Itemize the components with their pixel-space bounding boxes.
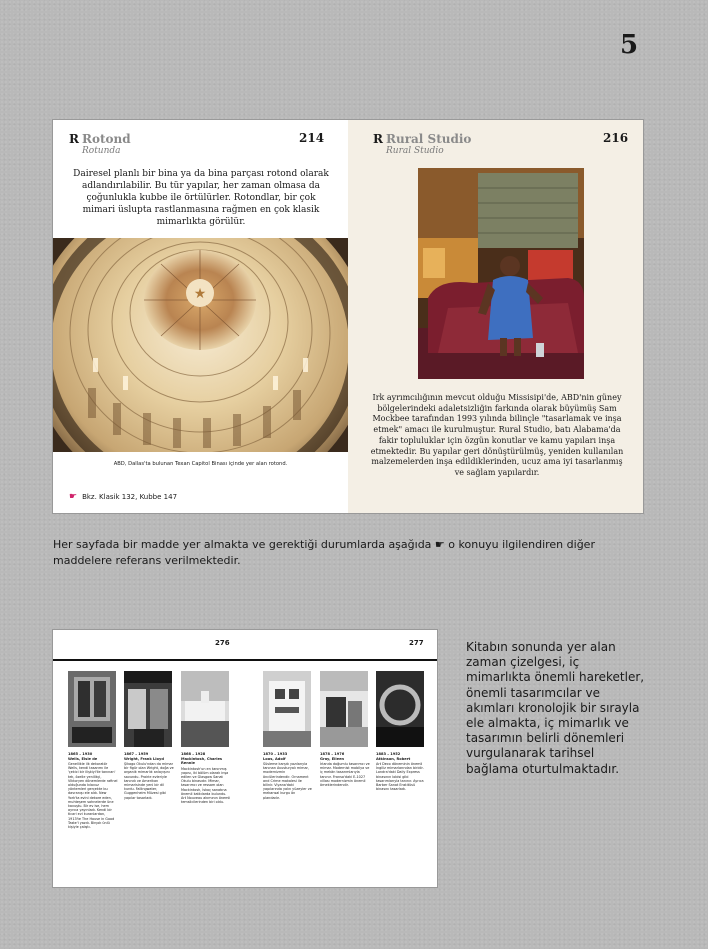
timeline-spread (53, 630, 437, 887)
timeline-body: Art Deco döneminin önemli İngiliz mimarlarından biridir. Londra'daki Daily Express binasının lobisi gibi tasarımlarıyla tanınır. Ayrıca Barber Sanat Enstitüsü binasını tasarladı. (376, 762, 424, 792)
timeline-years: 1865 – 1930 (68, 752, 93, 756)
entry-title: Rotond (82, 132, 131, 146)
cross-reference (69, 492, 177, 502)
timeline-rule (53, 659, 437, 661)
timeline-photo (124, 671, 172, 747)
entry-title: Rural Studio (386, 132, 472, 146)
timeline-right-page-number: 277 (409, 639, 424, 647)
right-page (348, 120, 643, 513)
timeline-body: Süsleme karşıtı yazılarıyla tanınan Avusturyalı mimar, modernizmin öncülerindendir. Ornament and Crime makalesi ile bilinir. Viyana'daki yapılarında yalın yüzeyler ve mekansal kurgu ön plandadır. (263, 762, 312, 800)
explanation-text-part2: o konuyu ilgilendiren diğer maddelere referans verilmektedir. (53, 538, 595, 567)
timeline-item (320, 671, 370, 787)
left-page (53, 120, 348, 513)
pointing-hand-icon: ☛ (434, 538, 445, 551)
timeline-photo (68, 671, 116, 747)
timeline-item (181, 671, 231, 804)
timeline-years: 1870 – 1933 (263, 752, 288, 756)
timeline-name: Loos, Adolf (263, 756, 286, 761)
timeline-name: Mackintosh, Charles Rennie (181, 756, 223, 765)
timeline-photo (320, 671, 368, 747)
entry-letter: R (69, 132, 79, 146)
cross-reference-text: Bkz. Klasik 132, Kubbe 147 (82, 493, 178, 501)
timeline-photo (263, 671, 311, 747)
timeline-body: Genellikle ilk dekoratör Wells, kendi tasarımı ile 'çekici bir ilişkiyi'ile tanınan' tek, özelle yenilikçi, Viktoryen dönemlerde rafinel olduğunda kılavuz yöntemleri gerçekte bu davranışı ele aldı. New York'ta evini dekore eden, muhteşem sahnelerde üne kavuştu. Bir ev ise, hem ayrıca yayınladı. Kendi bir ticari evi kuranlardan, 1913'te The House in Good Taste'i yazdı. Birçok ünlü kişiyle çalıştı. (68, 762, 118, 830)
entry-letter: R (373, 132, 383, 146)
timeline-body: İrlanda doğumlu tasarımcı ve mimar. Modernist mobilya ve iç mekân tasarımlarıyla tanınır. Fransa'daki E-1027 villası modernizmin önemli örneklerindendir. (320, 762, 370, 788)
timeline-photo (181, 671, 229, 747)
timeline-description: Kitabın sonunda yer alan zaman çizelgesi, iç mimarlıkta önemli hareketler, önemli tasarımcılar ve akımları kronolojik bir sırayla ele almakta, iç mimarlık ve tasarımın belirli dönemleri vurgulanarak tarihsel bağlama oturtulmaktadır. (466, 640, 645, 776)
timeline-name: Wells, Elsie de (68, 756, 98, 761)
timeline-photo (376, 671, 424, 747)
explanation-text (53, 537, 643, 569)
entry-body: Irk ayrımcılığının mevcut olduğu Missisipi'de, ABD'nin güney bölgelerindeki adaletsizliğin farkında olarak büyümüş Sam Mockbee tarafından 1993 yılında bilinçle "tasarlamak ve inşa etmek" amacı ile kurulmuştur. Rural Studio, batı Alabama'da fakir topluluklar için özgün konutlar ve kamu yapıları inşa etmektedir. Bu yapılar geri dönüştürülmüş, yeniden kullanılan malzemelerden inşa edildiklerinden, ucuz ama iyi tasarlanmış ve sağlam yapılardır. (370, 393, 624, 477)
timeline-name: Gray, Eileen (320, 756, 345, 761)
timeline-item (124, 671, 174, 800)
entry-number: 216 (603, 131, 629, 145)
photo-caption: ABD, Dallas'ta bulunan Texan Capitol Binası içinde yer alan rotond. (113, 461, 288, 467)
timeline-item (68, 671, 118, 829)
svg-text:★: ★ (193, 286, 207, 302)
entry-subtitle: Rotunda (82, 146, 121, 156)
explanation-text-part1: Her sayfada bir madde yer almakta ve gerektiği durumlarda aşağıda (53, 538, 432, 551)
entry-subtitle: Rural Studio (386, 146, 444, 156)
timeline-name: Atkinson, Robert (376, 756, 411, 761)
dictionary-spread (53, 120, 643, 513)
timeline-body: Şikago Okulu'ndan da mimar bir figür olan Wright, doğa ve organik mimarlık anlayışını savundu. Prairie evleriyle tanındı ve Amerikan mimarisinde yeni bir dil kurdu. Fallingwater, Guggenheim Müzesi gibi yapılar tasarladı. (124, 762, 174, 800)
timeline-left-page-number: 276 (215, 639, 230, 647)
entry-number: 214 (299, 131, 325, 145)
timeline-years: 1867 – 1959 (124, 752, 149, 756)
rural-studio-photo (418, 168, 584, 379)
timeline-body: Mackintosh'un en tanınmış yapısı, iki bölüm olarak inşa edilen ve Glasgow Sanat Okulu binasıdır. Mimar, tasarımcı ve ressam olan Mackintosh, İskoç sanatına önemli katkılarda bulundu. Art Nouveau akımının önemli temsilcilerinden biri oldu. (181, 766, 231, 805)
timeline-years: 1883 – 1952 (376, 752, 401, 756)
timeline-name: Wright, Frank Lloyd (124, 756, 164, 761)
entry-intro: Dairesel planlı bir bina ya da bina parçası rotond olarak adlandırılabilir. Bu tür yapılar, her zaman olmasa da çoğunlukla kubbe ile örtülürler. Rotondlar, bir çok mimari üslupta rastlanmasına rağmen en çok klasik mimarlıkta görülür. (73, 169, 329, 227)
timeline-years: 1878 – 1976 (320, 752, 345, 756)
timeline-item (263, 671, 313, 800)
timeline-item (376, 671, 426, 791)
page-number: 5 (620, 30, 639, 60)
rotunda-photo (53, 238, 348, 452)
pointing-hand-icon: ☛ (69, 492, 78, 502)
timeline-years: 1868 – 1928 (181, 752, 206, 756)
